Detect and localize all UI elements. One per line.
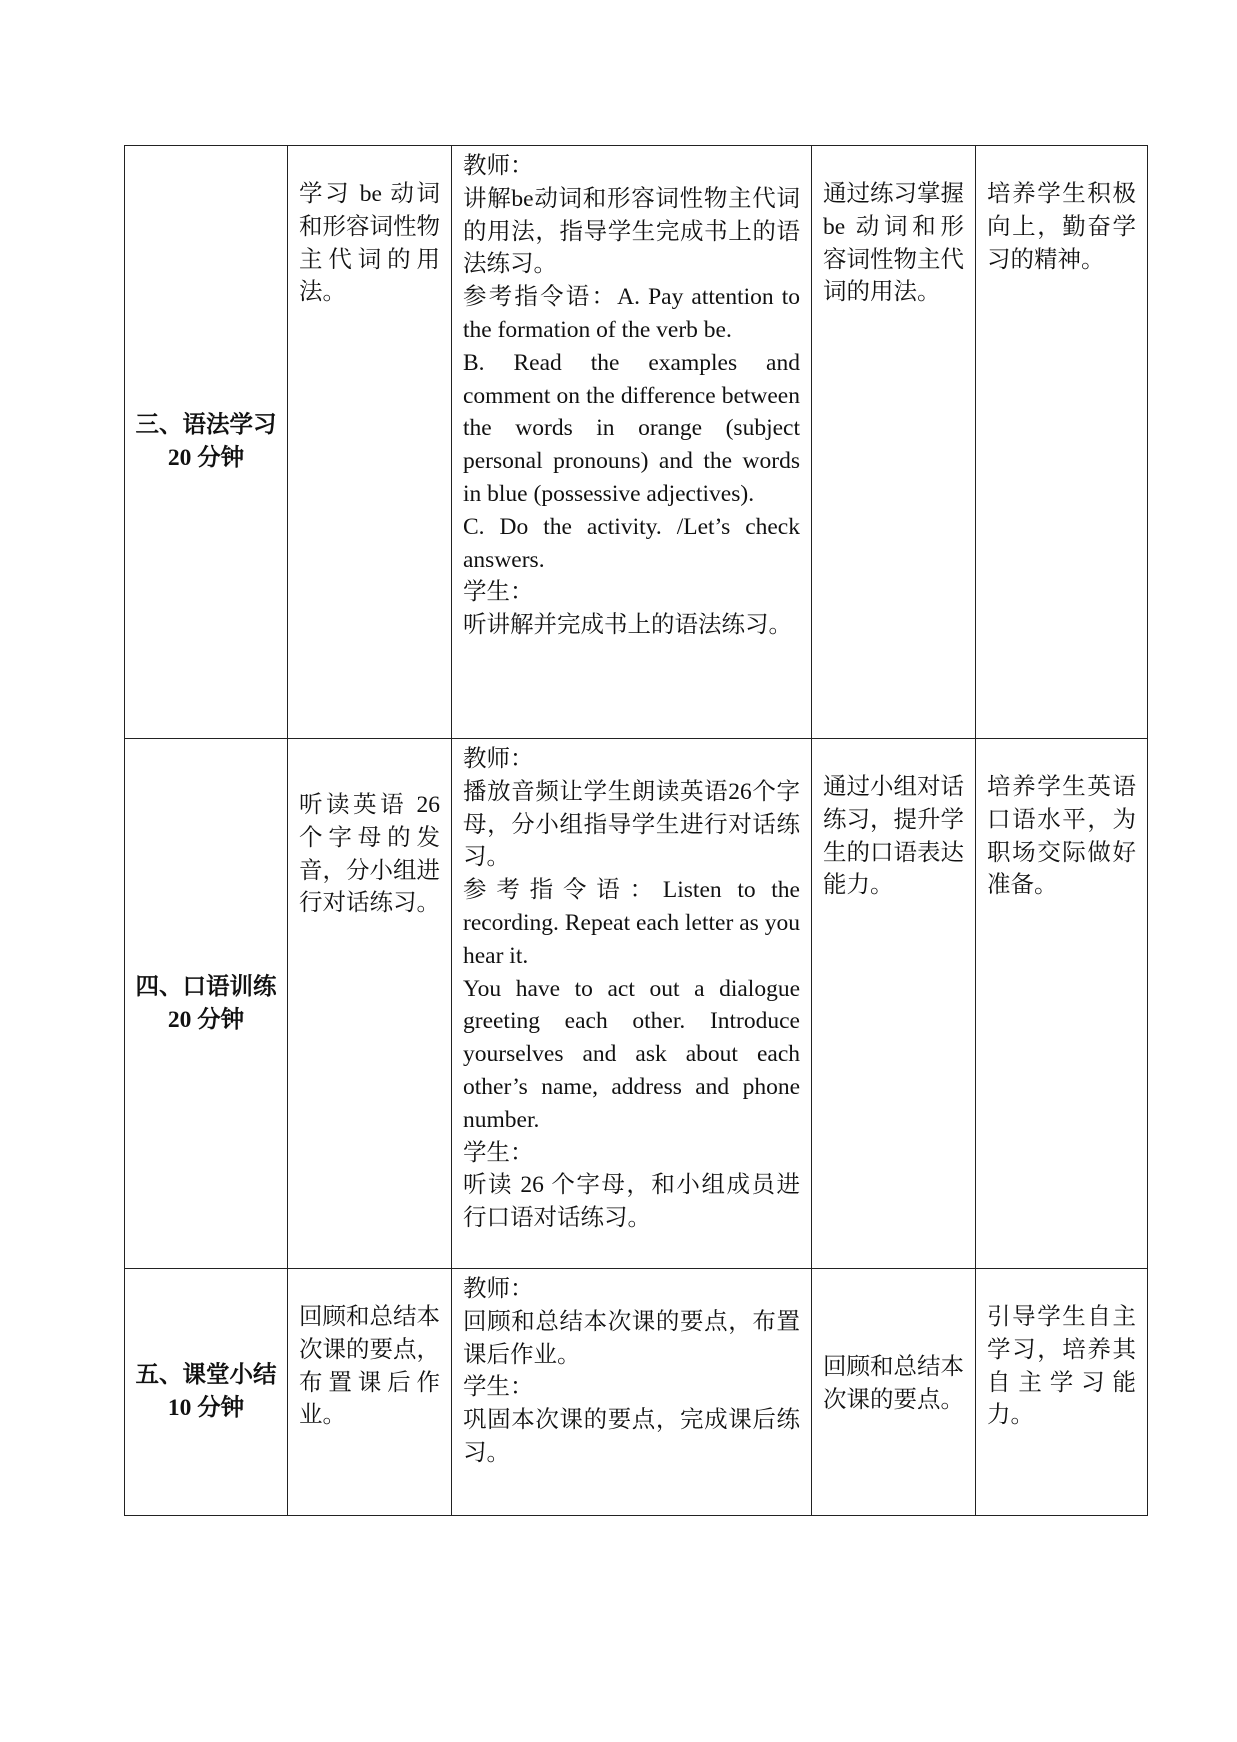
quality-goal-text: 培养学生积极向上，勤奋学习的精神。 xyxy=(987,181,1136,273)
student-label: 学生： xyxy=(463,1374,534,1401)
stage-name: 五、课堂小结 xyxy=(135,1362,277,1389)
table-row xyxy=(125,146,1148,739)
content-text: 回顾和总结本次课的要点，布置课后作业。 xyxy=(299,1304,440,1429)
content-text: 学习 be 动词和形容词性物主代词的用法。 xyxy=(299,181,440,306)
content-cell xyxy=(288,739,452,1269)
quality-goal-text: 引导学生自主学习，培养其自主学习能力。 xyxy=(987,1304,1136,1429)
stage-name: 三、语法学习 xyxy=(135,412,277,439)
objective-cell xyxy=(812,739,976,1269)
teacher-label: 教师： xyxy=(463,1276,534,1302)
student-activity-text: 听讲解并完成书上的语法练习。 xyxy=(463,612,792,639)
objective-text: 通过练习掌握 be 动词和形容词性物主代词的用法。 xyxy=(823,181,964,306)
teacher-instruction-text: B. Read the examples and comment on the difference between the words in orange (subject personal pronouns) and the words in blue (possessive adjectives). xyxy=(463,349,800,507)
teacher-activity-text: 回顾和总结本次课的要点，布置课后作业。 xyxy=(463,1308,800,1368)
teacher-label: 教师： xyxy=(463,746,534,772)
activity-cell xyxy=(452,1269,812,1516)
objective-cell xyxy=(812,1269,976,1516)
teacher-instruction-text: C. Do the activity. /Let’s check answers. xyxy=(463,513,800,573)
teacher-activity-text: 讲解be动词和形容词性物主代词的用法，指导学生完成书上的语法练习。 xyxy=(463,185,800,278)
stage-duration: 10 分钟 xyxy=(167,1395,245,1421)
lesson-plan-table xyxy=(124,145,1148,1516)
stage-cell xyxy=(125,1269,288,1516)
activity-cell xyxy=(452,146,812,739)
teacher-activity-text: 播放音频让学生朗读英语26个字母，分小组指导学生进行对话练习。 xyxy=(463,778,800,871)
teacher-label: 教师： xyxy=(463,153,534,179)
quality-goal-cell xyxy=(976,146,1148,739)
objective-cell xyxy=(812,146,976,739)
stage-cell xyxy=(125,146,288,739)
activity-cell xyxy=(452,739,812,1269)
table-row xyxy=(125,739,1148,1269)
stage-duration: 20 分钟 xyxy=(167,445,245,471)
stage-duration: 20 分钟 xyxy=(167,1006,245,1033)
content-cell xyxy=(288,146,452,739)
student-activity-text: 巩固本次课的要点，完成课后练习。 xyxy=(463,1407,800,1466)
stage-name: 四、口语训练 xyxy=(135,973,277,1000)
teacher-instruction-text: 参考指令语：A. Pay attention to the formation of the verb be. xyxy=(463,284,800,343)
objective-text: 通过小组对话练习，提升学生的口语表达能力。 xyxy=(823,774,964,899)
content-cell xyxy=(288,1269,452,1516)
student-label: 学生： xyxy=(463,1139,534,1166)
stage-cell xyxy=(125,739,288,1269)
content-text: 听读英语 26 个字母的发音，分小组进行对话练习。 xyxy=(299,792,440,917)
quality-goal-cell xyxy=(976,739,1148,1269)
student-activity-text: 听读 26 个字母，和小组成员进行口语对话练习。 xyxy=(463,1172,800,1232)
student-label: 学生： xyxy=(463,579,534,606)
teacher-instruction-text: You have to act out a dialogue greeting each other. Introduce yourselves and ask about each other’s name, address and phone number. xyxy=(463,975,800,1133)
quality-goal-cell xyxy=(976,1269,1148,1516)
teacher-instruction-text: 参考指令语：Listen to the recording. Repeat each letter as you hear it. xyxy=(463,877,800,969)
objective-text: 回顾和总结本次课的要点。 xyxy=(823,1354,964,1413)
quality-goal-text: 培养学生英语口语水平，为职场交际做好准备。 xyxy=(987,774,1136,899)
table-row xyxy=(125,1269,1148,1516)
